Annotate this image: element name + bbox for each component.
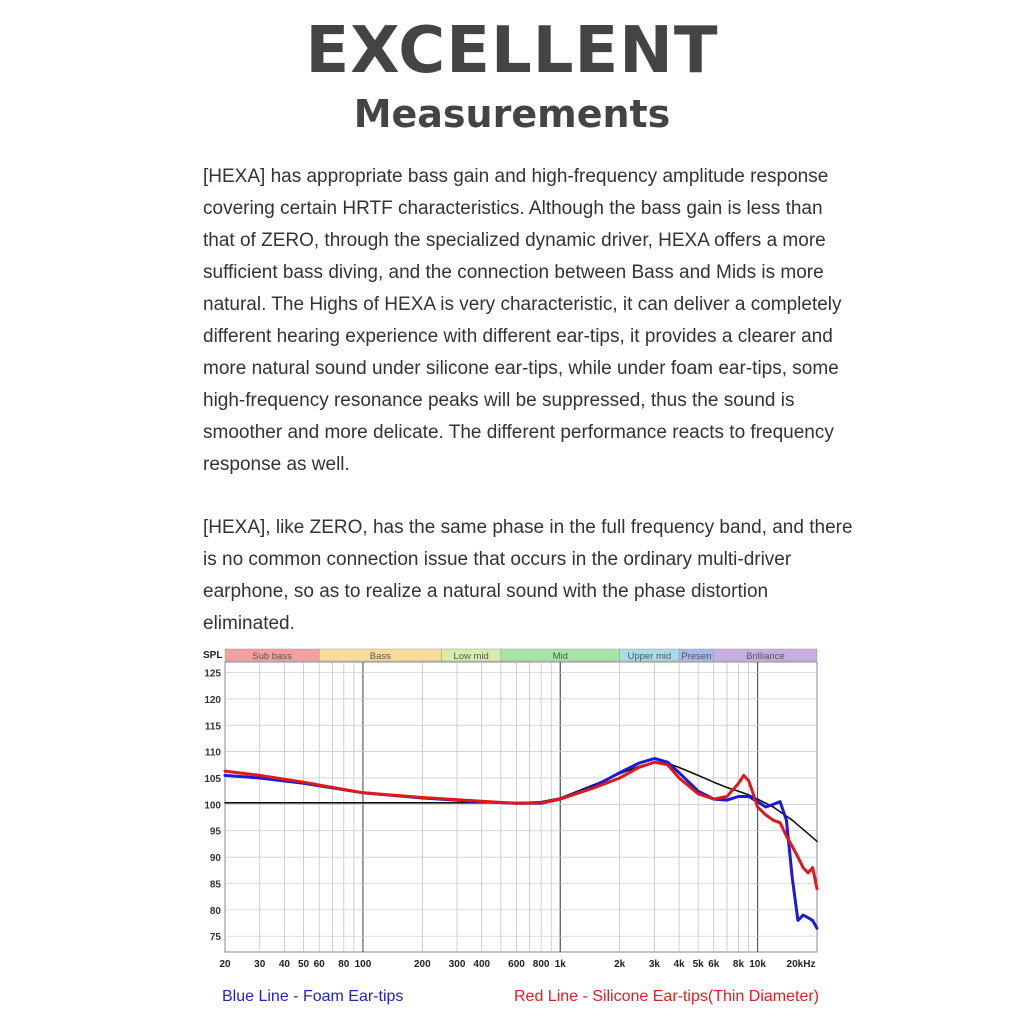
y-tick-90: 90 <box>209 853 221 865</box>
y-tick-80: 80 <box>209 905 221 917</box>
band-label-4: Upper mid <box>627 651 672 662</box>
x-tick-50: 50 <box>297 959 310 970</box>
x-tick-30: 30 <box>254 959 266 970</box>
x-tick-800: 800 <box>532 959 550 970</box>
y-tick-85: 85 <box>209 879 221 891</box>
description-paragraph-2: [HEXA], like ZERO, has the same phase in the full frequency band, and there is no common connection issue that occurs in the ordinary multi-driver earphone, so as to realize a natural sound with the phase distortion eliminated. <box>203 517 853 634</box>
x-tick-60: 60 <box>313 959 325 970</box>
x-tick-labels <box>219 959 815 970</box>
x-tick-20000: 20kHz <box>786 959 816 970</box>
x-tick-3000: 3k <box>648 959 660 970</box>
x-tick-80: 80 <box>338 959 350 970</box>
x-tick-600: 600 <box>508 959 525 970</box>
legend-red-line: Red Line - Silicone Ear-tips(Thin Diameter) <box>514 988 819 1005</box>
y-axis-label: SPL <box>203 650 223 661</box>
x-tick-4000: 4k <box>673 959 685 970</box>
x-tick-10000: 10k <box>749 959 766 970</box>
x-tick-100: 100 <box>354 959 372 970</box>
x-tick-8000: 8k <box>732 959 745 970</box>
band-label-3: Mid <box>552 651 568 662</box>
plot-background <box>225 662 817 952</box>
page-title: EXCELLENT <box>305 14 719 88</box>
x-tick-1000: 1k <box>554 959 566 970</box>
x-tick-6000: 6k <box>708 959 720 970</box>
band-label-6: Brilliance <box>746 651 785 662</box>
band-label-5: Presen <box>681 651 712 662</box>
x-tick-5000: 5k <box>692 959 704 970</box>
y-tick-100: 100 <box>204 800 221 812</box>
y-tick-105: 105 <box>204 774 221 785</box>
y-tick-110: 110 <box>204 747 221 759</box>
band-label-2: Low mid <box>453 651 489 662</box>
y-tick-125: 125 <box>204 668 221 680</box>
x-tick-200: 200 <box>413 959 431 970</box>
x-tick-40: 40 <box>278 959 290 970</box>
x-tick-20: 20 <box>219 959 231 970</box>
band-label-0: Sub bass <box>252 651 292 662</box>
page-subtitle: Measurements <box>353 92 671 136</box>
band-label-1: Bass <box>369 651 391 662</box>
y-tick-labels <box>204 669 221 944</box>
x-tick-2000: 2k <box>614 959 626 970</box>
description-paragraph-1: [HEXA] has appropriate bass gain and high-frequency amplitude response covering certain HRTF characteristics. Although the bass gain is less than that of ZERO, through the specialized dynamic driver, HEXA offers a more sufficient bass diving, and the connection between Bass and Mids is more natural. The Highs of HEXA is very characteristic, it can deliver a completely different hearing experience with different ear-tips, it provides a clearer and more natural sound under silicone ear-tips, while under foam ear-tips, some high-frequency resonance peaks will be suppressed, thus the sound is smoother and more delicate. The different performance reacts to frequency response as well. <box>203 166 842 475</box>
x-tick-300: 300 <box>448 959 466 970</box>
band-labels <box>225 649 817 662</box>
x-tick-400: 400 <box>473 959 491 970</box>
legend-blue-line: Blue Line - Foam Ear-tips <box>222 988 404 1005</box>
y-tick-115: 115 <box>204 721 221 733</box>
y-tick-95: 95 <box>209 826 221 838</box>
y-tick-75: 75 <box>209 932 221 944</box>
y-tick-120: 120 <box>204 694 221 706</box>
frequency-response-chart <box>0 640 1024 980</box>
